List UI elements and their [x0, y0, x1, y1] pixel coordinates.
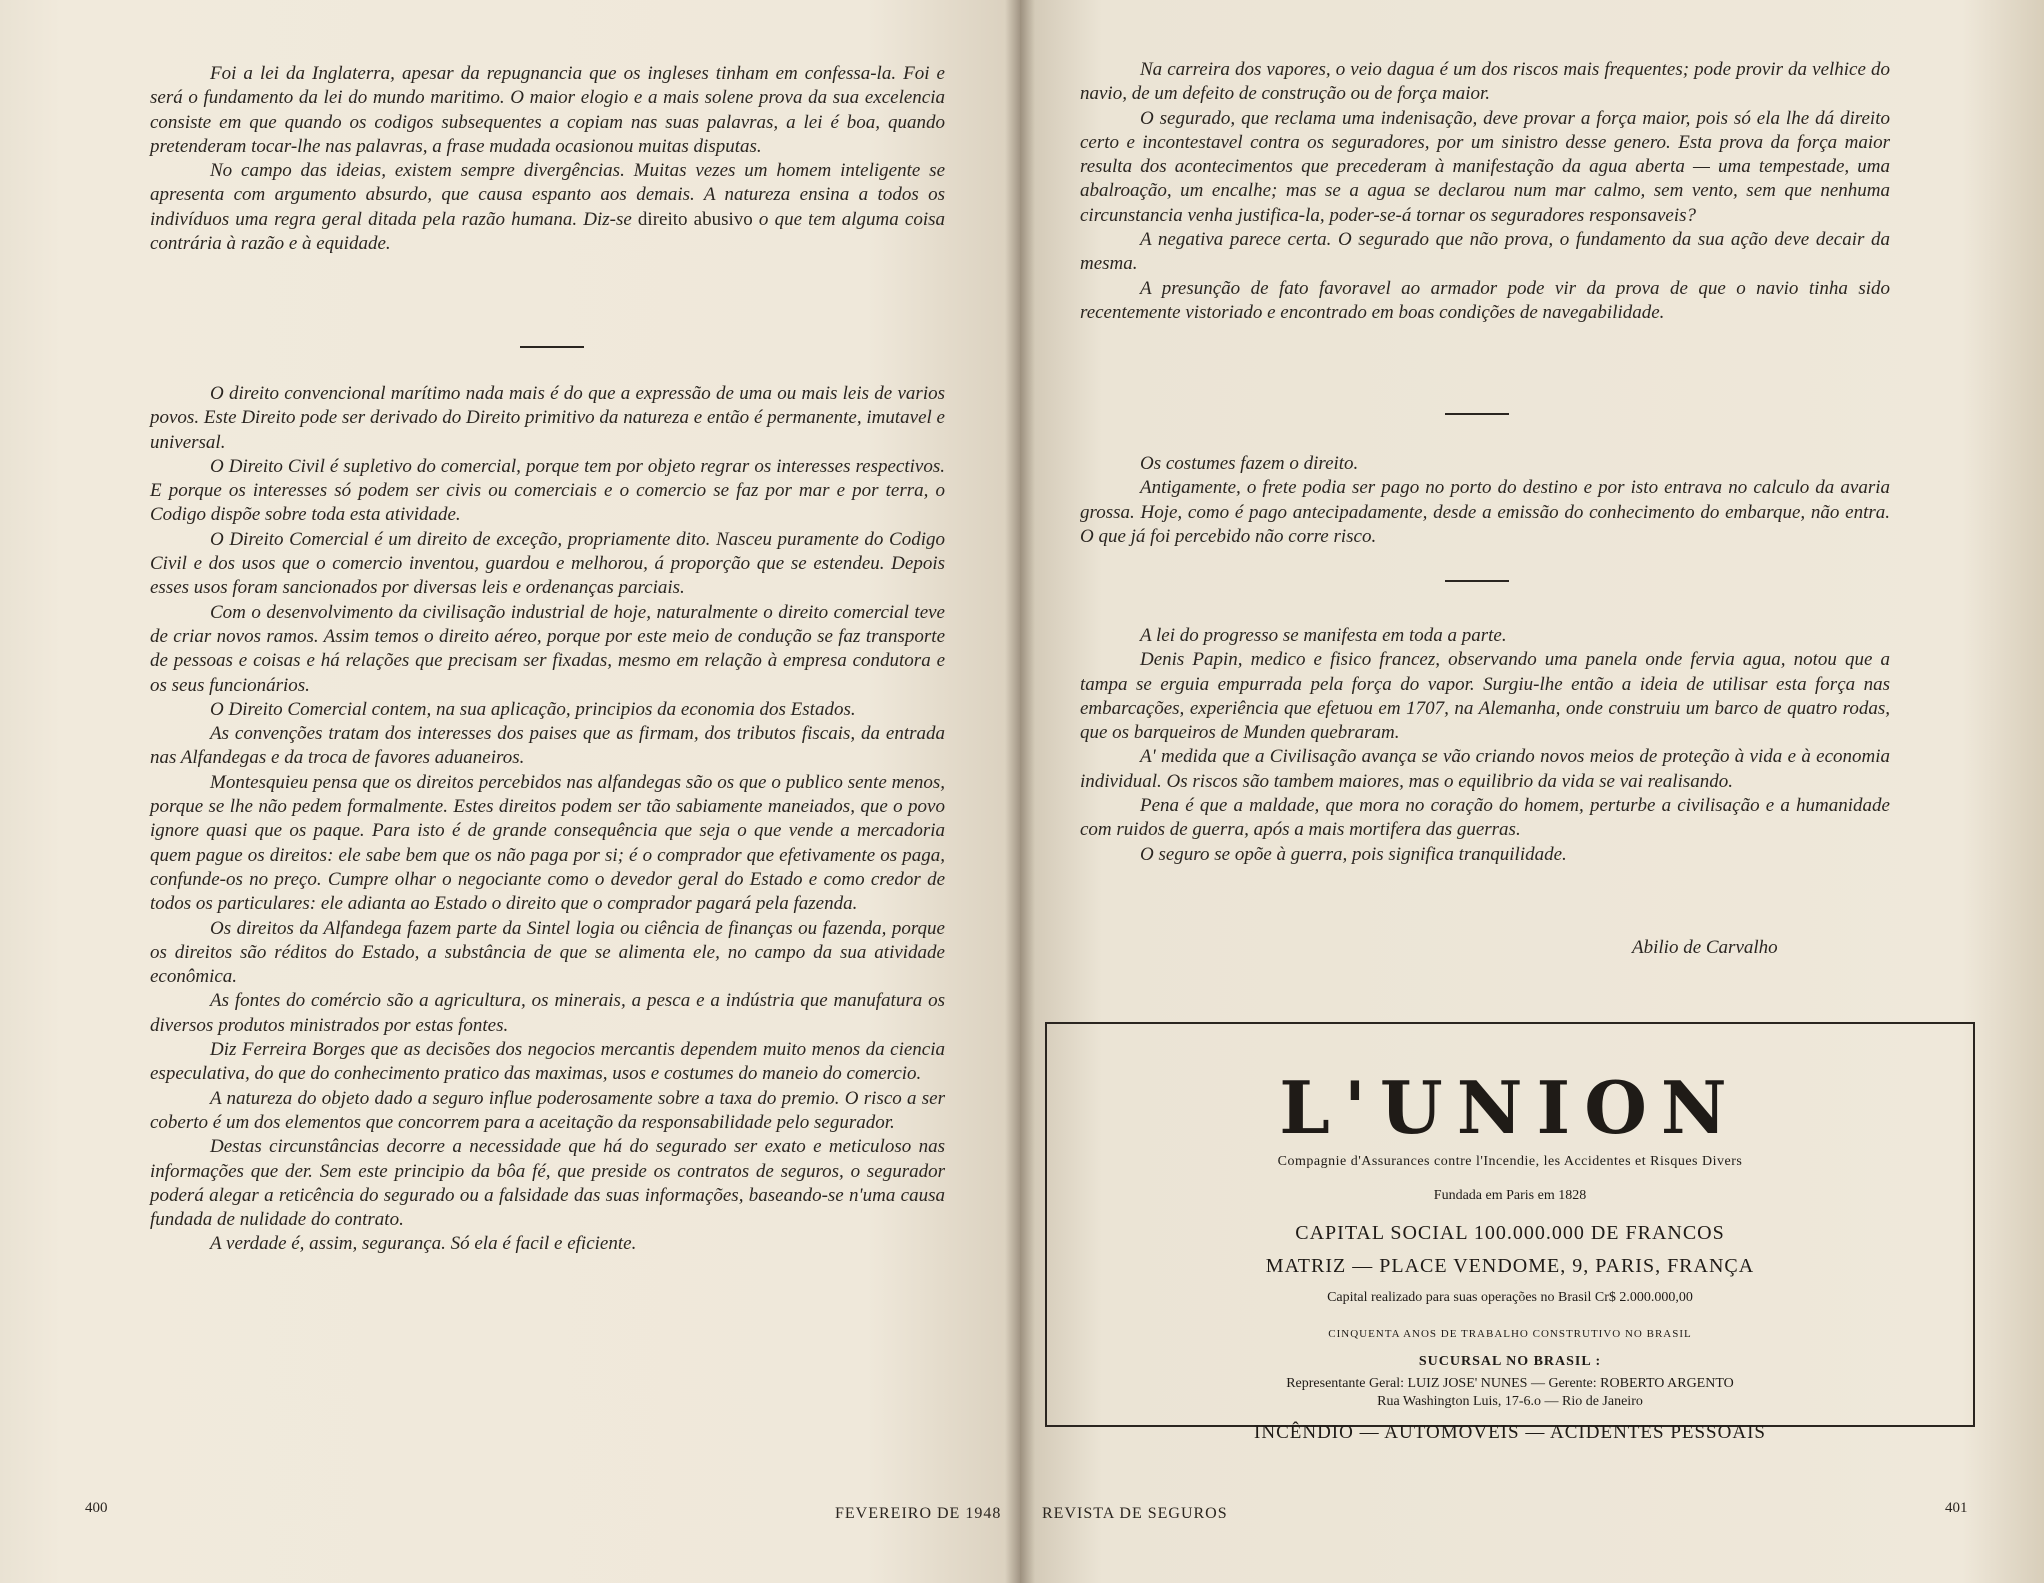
author-signature: Abilio de Carvalho [1632, 937, 1778, 958]
paragraph: Antigamente, o frete podia ser pago no porto do destino e por isto entrava no calculo da avaria grossa. Hoje, como é pago antecipadamente, desde a emissão do conhecimento do embarque, não entra. O que já foi percebido não corre risco. [1080, 477, 1890, 547]
paragraph: Destas circunstâncias decorre a necessidade que há do segurado ser exato e meticuloso nas informações que der. Sem este principio da bôa fé, que preside os contratos de seguros, o segurador poderá alegar a reticência do segurado ou a falsidade das suas informações, baseando-se n'uma causa fundada de nulidade do contrato. [150, 1136, 945, 1231]
paragraph: A lei do progresso se manifesta em toda a parte. [1140, 625, 1507, 646]
paragraph: O seguro se opõe à guerra, pois significa tranquilidade. [1140, 843, 1567, 865]
paragraph: O segurado, que reclama uma indenisação, deve provar a força maior, pois só ela lhe dá direito certo e incontestavel contra os seguradores, por um sinistro desse genero. Esta prova da força maior resulta dos acontecimentos que precederam à manifestação da agua aberta — uma tempestade, uma abalroação, um encalhe; mas se a agua se declarou num mar calmo, sem vento, sem que nenhuma circunstancia venha justifica-la, poder-se-á tornar os seguradores responsaveis? [1080, 107, 1890, 226]
ad-fifty-years: CINQUENTA ANOS DE TRABALHO CONSTRUTIVO NO BRASIL [1328, 1328, 1692, 1340]
text-run-roman: direito abusivo [637, 208, 753, 230]
paragraph: A presunção de fato favoravel ao armador pode vir da prova de que o navio tinha sido recentemente vistoriado e encontrado em boas condições de navegabilidade. [1080, 277, 1890, 323]
paragraph: Pena é que a maldade, que mora no coração do homem, perturbe a civilisação e a humanidade com ruidos de guerra, após a mais mortifera das guerras. [1080, 795, 1890, 841]
lunion-advertisement [1045, 1022, 1975, 1443]
paragraph: O Direito Civil é supletivo do comercial, porque tem por objeto regrar os interesses respectivos. E porque os interesses só podem ser civis ou comerciais e o comercio se faz por mar e por terra, o Codigo dispõe sobre toda esta atividade. [150, 455, 945, 526]
paragraph: Denis Papin, medico e fisico francez, observando uma panela onde fervia agua, notou que a tampa se erguia empurrada pela força do vapor. Surgiu-lhe então a ideia de utilisar esta força nas embarcações, experiência que efetuou em 1707, na Alemanha, onde construiu um barco de quatro rodas, que os barqueiros de Munden quebraram. [1080, 649, 1890, 744]
paragraph: O direito convencional marítimo nada mais é do que a expressão de uma ou mais leis de varios povos. Este Direito pode ser derivado do Direito primitivo da natureza e então é permanente, imutavel e universal. [150, 383, 945, 453]
paragraph: Diz Ferreira Borges que as decisões dos negocios mercantis dependem muito menos da ciencia especulativa, do que do conhecimento pratico das maximas, usos e costumes do maneio do comercio. [150, 1039, 945, 1085]
paragraph: A natureza do objeto dado a seguro influe poderosamente sobre a taxa do premio. O risco a ser coberto é um dos elementos que concorrem para a aceitação da responsabilidade pelo segurador. [150, 1087, 945, 1133]
ad-realized-capital: Capital realizado para suas operações no Brasil Cr$ 2.000.000,00 [1327, 1290, 1693, 1305]
paragraph: As convenções tratam dos interesses dos paises que as firmam, dos tributos fiscais, da entrada nas Alfandegas e da troca de favores aduaneiros. [150, 723, 945, 769]
page-number: 400 [85, 1500, 108, 1516]
right-top-text [1080, 58, 1890, 325]
paragraph: Os costumes fazem o direito. [1140, 453, 1359, 474]
ad-subtitle: Compagnie d'Assurances contre l'Incendie, les Accidentes et Risques Divers [1277, 1154, 1743, 1169]
left-page [0, 0, 1020, 1583]
text-run: o que tem alguma coisa contrária à razão e à equidade. [150, 208, 945, 255]
paragraph [150, 159, 945, 256]
section-divider [1445, 580, 1509, 582]
ad-headquarters: MATRIZ — PLACE VENDOME, 9, PARIS, FRANÇA [1265, 1255, 1755, 1277]
ad-founded: Fundada em Paris em 1828 [1433, 1188, 1587, 1203]
paragraph: Montesquieu pensa que os direitos percebidos nas alfandegas são os que o publico sente menos, porque se lhe não pedem formalmente. Estes direitos podem ser tão sabiamente maneiados, que o povo ignore quasi que os paque. Para isto é de grande consequência que seja o que vende a mercadoria quem pague os direitos: ele sabe bem que os não paga por si; é o comprador que efetivamente os paga, confunde-os no preço. Cumpre olhar o negociante como o devedor geral do Estado e como credor de todos os particulares: ele adianta ao Estado o direito que o comprador pagará pela fazenda. [150, 771, 945, 915]
running-footer: REVISTA DE SEGUROS [1042, 1505, 1228, 1522]
paragraph: Os direitos da Alfandega fazem parte da Sintel logia ou ciência de finanças ou fazenda, porque os direitos são réditos do Estado, a substância de que se alimenta ele, no campo da sua atividade econômica. [150, 917, 945, 988]
ad-capital: CAPITAL SOCIAL 100.000.000 DE FRANCOS [1295, 1222, 1725, 1244]
right-mid-text [1080, 452, 1890, 549]
paragraph: As fontes do comércio são a agricultura, os minerais, a pesca e a indústria que manufatura os diversos produtos ministrados por estas fontes. [150, 990, 945, 1036]
running-footer: FEVEREIRO DE 1948 [835, 1505, 1002, 1522]
paragraph: A verdade é, assim, segurança. Só ela é facil e eficiente. [210, 1233, 637, 1255]
right-page [1020, 0, 2044, 1583]
ad-branch: SUCURSAL NO BRASIL : [1418, 1354, 1602, 1369]
ad-brand: L'UNION [1279, 1065, 1741, 1150]
left-main-text [150, 382, 945, 1257]
ad-representative: Representante Geral: LUIZ JOSE' NUNES — Gerente: ROBERTO ARGENTO [1286, 1376, 1734, 1391]
paragraph: A negativa parece certa. O segurado que não prova, o fundamento da sua ação deve decair da mesma. [1080, 229, 1890, 275]
text-run: No campo das ideias, existem sempre divergências. Muitas vezes um homem inteligente se apresenta com argumento absurdo, que causa espanto aos demais. A natureza ensina a todos os indivíduos uma regra geral ditada pela razão humana. Diz-se [150, 160, 945, 230]
paragraph: O Direito Comercial contem, na sua aplicação, principios da economia dos Estados. [210, 698, 856, 720]
left-top-text [150, 62, 945, 256]
paragraph: Foi a lei da Inglaterra, apesar da repugnancia que os ingleses tinham em confessa-la. Foi e será o fundamento da lei do mundo maritimo. O maior elogio e a mais solene prova da sua excelencia consiste em que quando os codigos subsequentes a copiam nas suas palavras, a lei é boa, quando pretenderam tocar-lhe nas palavras, a frase mudada ocasionou muitas disputas. [150, 63, 945, 157]
page-number: 401 [1945, 1500, 1968, 1516]
right-bottom-text [1080, 624, 1890, 867]
paragraph: Com o desenvolvimento da civilisação industrial de hoje, naturalmente o direito comercial teve de criar novos ramos. Assim temos o direito aéreo, porque por este meio de condução se faz transporte de pessoas e coisas e há relações que precisam ser fixadas, mesmo em relação à empresa condutora e os seus funcionários. [150, 601, 945, 696]
paragraph: O Direito Comercial é um direito de exceção, propriamente dito. Nasceu puramente do Codigo Civil e dos usos que o comercio inventou, guardou e melhorou, á proporção que se estendeu. Depois esses usos foram sancionados por diversas leis e ordenanças parciais. [150, 528, 945, 599]
ad-address: Rua Washington Luis, 17-6.o — Rio de Janeiro [1377, 1394, 1643, 1409]
paragraph: Na carreira dos vapores, o veio dagua é um dos riscos mais frequentes; pode provir da velhice do navio, de um defeito de construção ou de força maior. [1080, 59, 1890, 105]
ad-insurance-lines: INCÊNDIO — AUTOMOVEIS — ACIDENTES PESSOAIS [1254, 1422, 1766, 1443]
paragraph: A' medida que a Civilisação avança se vão criando novos meios de proteção à vida e à economia individual. Os riscos são tambem maiores, mas o equilibrio da vida se vai realisando. [1080, 746, 1890, 792]
section-divider [520, 346, 584, 348]
book-gutter [1005, 0, 1035, 1583]
section-divider [1445, 413, 1509, 415]
